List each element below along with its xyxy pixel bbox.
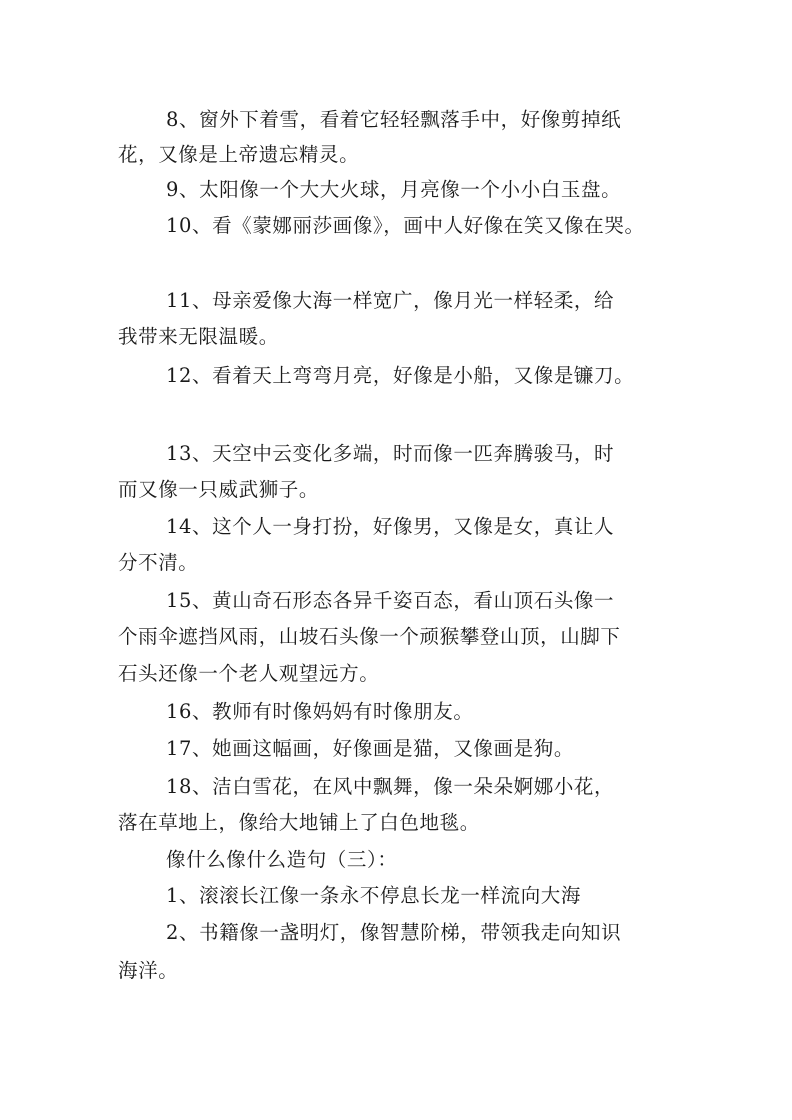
sentence-18-line-1: 18、洁白雪花，在风中飘舞，像一朵朵婀娜小花， xyxy=(166,775,615,798)
sentence-8-line-2: 花，又像是上帝遗忘精灵。 xyxy=(118,143,360,166)
sentence-17: 17、她画这幅画，好像画是猫，又像画是狗。 xyxy=(166,737,574,760)
sentence-13-line-1: 13、天空中云变化多端，时而像一匹奔腾骏马，时 xyxy=(166,442,615,465)
section3-sentence-2-line-2: 海洋。 xyxy=(118,959,179,982)
section3-sentence-1: 1、滚滚长江像一条永不停息长龙一样流向大海 xyxy=(166,884,582,907)
sentence-15-line-3: 石头还像一个老人观望远方。 xyxy=(118,662,380,685)
section3-sentence-2-line-1: 2、书籍像一盏明灯，像智慧阶梯，带领我走向知识 xyxy=(166,921,622,944)
sentence-16: 16、教师有时像妈妈有时像朋友。 xyxy=(166,700,474,723)
sentence-11-line-2: 我带来无限温暖。 xyxy=(118,325,279,348)
sentence-9: 9、太阳像一个大大火球，月亮像一个小小白玉盘。 xyxy=(166,178,622,201)
sentence-15-line-1: 15、黄山奇石形态各异千姿百态，看山顶石头像一 xyxy=(166,589,615,612)
sentence-13-line-2: 而又像一只威武狮子。 xyxy=(118,478,320,501)
section-heading-3: 像什么像什么造句（三）： xyxy=(166,848,398,871)
sentence-14-line-1: 14、这个人一身打扮，好像男，又像是女，真让人 xyxy=(166,515,615,538)
sentence-14-line-2: 分不清。 xyxy=(118,551,199,574)
sentence-12: 12、看着天上弯弯月亮，好像是小船，又像是镰刀。 xyxy=(166,364,635,387)
sentence-10: 10、看《蒙娜丽莎画像》，画中人好像在笑又像在哭。 xyxy=(166,214,645,237)
sentence-18-line-2: 落在草地上，像给大地铺上了白色地毯。 xyxy=(118,811,480,834)
sentence-8-line-1: 8、窗外下着雪，看着它轻轻飘落手中，好像剪掉纸 xyxy=(166,108,622,131)
sentence-11-line-1: 11、母亲爱像大海一样宽广，像月光一样轻柔，给 xyxy=(166,289,615,312)
sentence-15-line-2: 个雨伞遮挡风雨，山坡石头像一个顽猴攀登山顶，山脚下 xyxy=(118,625,621,648)
